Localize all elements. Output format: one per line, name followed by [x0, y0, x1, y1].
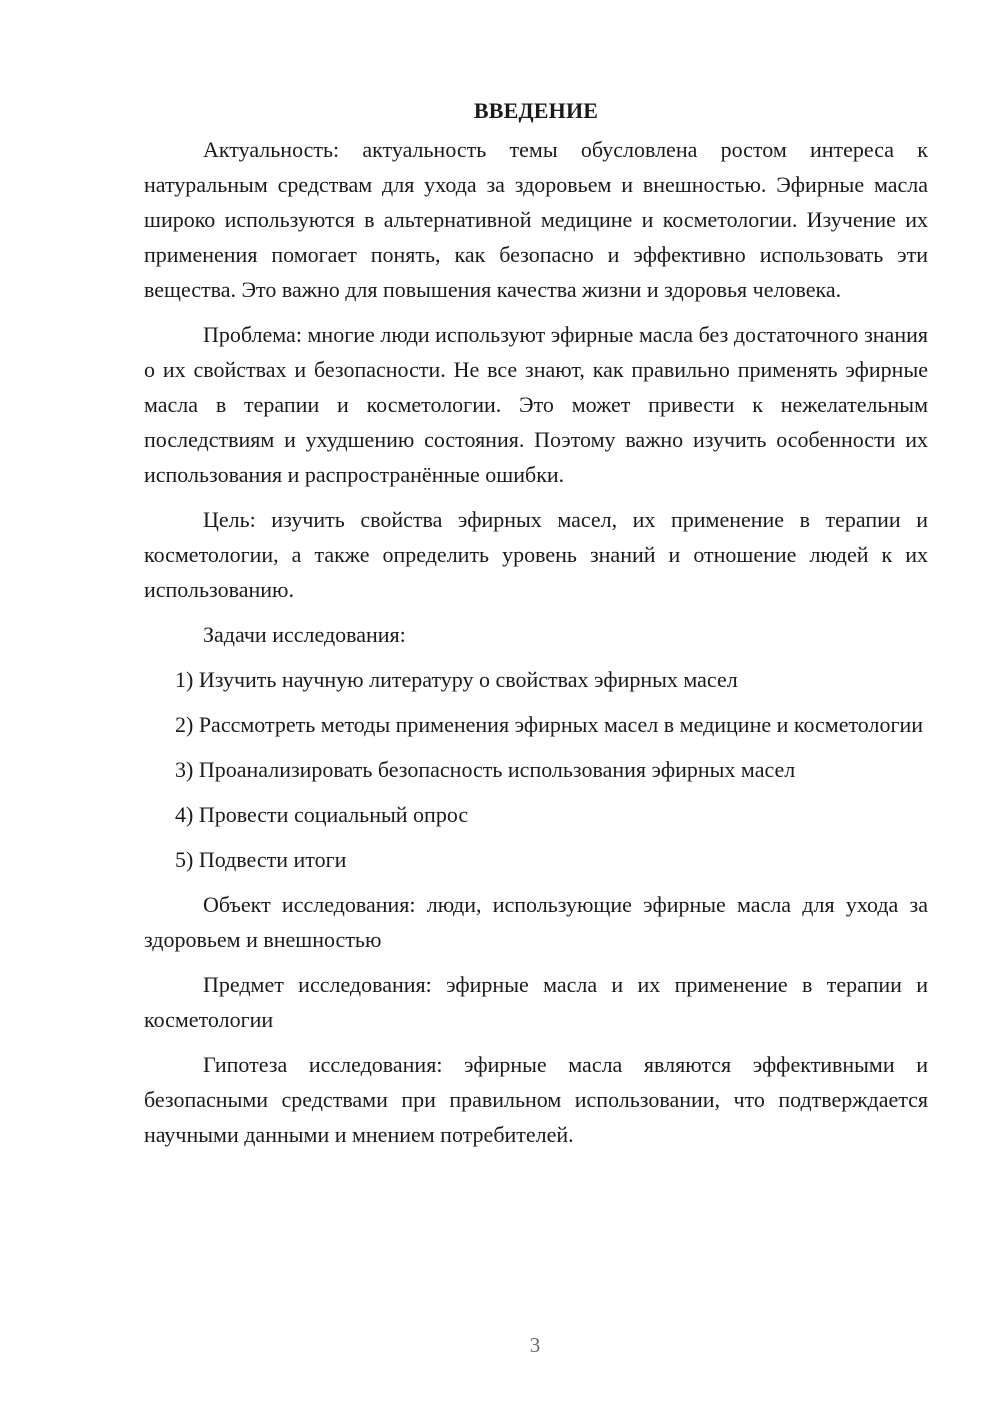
paragraph-relevance: Актуальность: актуальность темы обусловлена ростом интереса к натуральным средствам для ухода за здоровьем и внешностью. Эфирные масла широко используются в альтернативной медицине и косметологии. Изучение их применения помогает понять, как безопасно и эффективно использовать эти вещества. Это важно для повышения качества жизни и здоровья человека.	[144, 137, 928, 302]
paragraph-hypothesis: Гипотеза исследования: эфирные масла являются эффективными и безопасными средствами при правильном использовании, что подтверждается научными данными и мнением потребителей.	[144, 1052, 928, 1147]
document-page	[144, 94, 928, 1152]
list-item-task-1: 1) Изучить научную литературу о свойствах эфирных масел	[175, 667, 738, 692]
list-item-task-3: 3) Проанализировать безопасность использования эфирных масел	[175, 757, 796, 782]
paragraph-subject: Предмет исследования: эфирные масла и их применение в терапии и косметологии	[144, 972, 928, 1032]
page-number: 3	[529, 1333, 541, 1357]
list-item-task-2: 2) Рассмотреть методы применения эфирных масел в медицине и косметологии	[175, 712, 924, 737]
paragraph-goal: Цель: изучить свойства эфирных масел, их применение в терапии и косметологии, а также определить уровень знаний и отношение людей к их использованию.	[144, 507, 928, 602]
list-item-task-5: 5) Подвести итоги	[175, 847, 347, 872]
page-title: ВВЕДЕНИЕ	[473, 98, 599, 123]
list-item-task-4: 4) Провести социальный опрос	[175, 802, 469, 827]
paragraph-object: Объект исследования: люди, использующие эфирные масла для ухода за здоровьем и внешностью	[144, 892, 928, 952]
tasks-heading: Задачи исследования:	[203, 622, 406, 647]
paragraph-problem: Проблема: многие люди используют эфирные масла без достаточного знания о их свойствах и безопасности. Не все знают, как правильно применять эфирные масла в терапии и косметологии. Это может привести к нежелательным последствиям и ухудшению состояния. Поэтому важно изучить особенности их использования и распространённые ошибки.	[144, 322, 928, 487]
